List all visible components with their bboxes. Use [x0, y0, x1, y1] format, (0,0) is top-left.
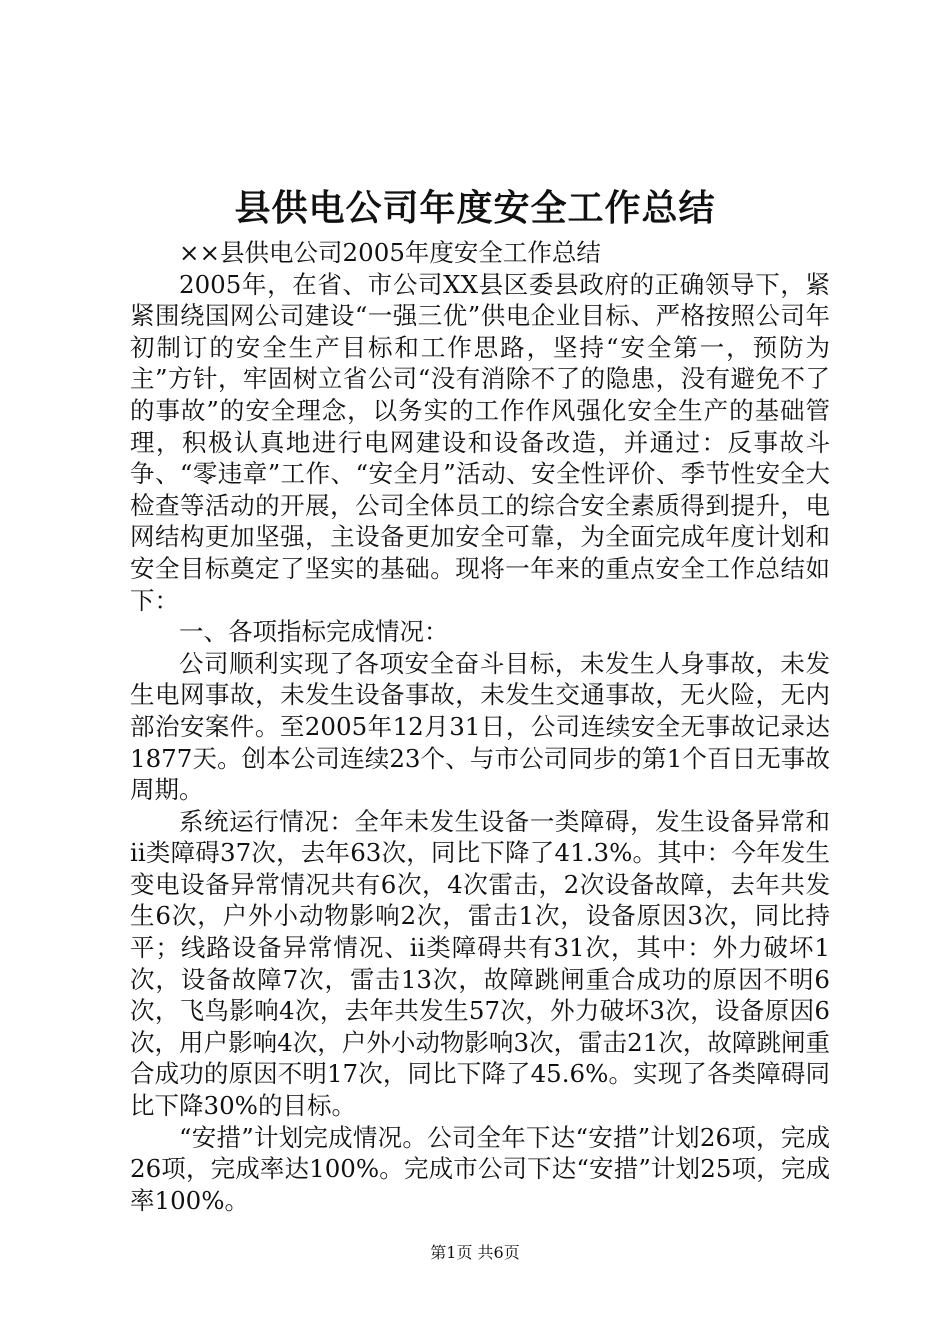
section-heading: 一、各项指标完成情况： — [179, 617, 449, 647]
system-operation-paragraph: 系统运行情况：全年未发生设备一类障碍，发生设备异常和ii类障碍37次，去年63次，同比下降了41.3%。其中：今年发生变电设备异常情况共有6次，4次雷击，2次设备故障，去年共发生6次，户外小动物影响2次，雷击1次，设备原因3次，同比持平；线路设备异常情况、ii类障碍共有31次，其中：外力破坏1次，设备故障7次，雷击13次，故障跳闸重合成功的原因不明6次，飞鸟影响4次，去年共发生57次，外力破坏3次，设备原因6次，用户影响4次，户外小动物影响3次，雷击21次，故障跳闸重合成功的原因不明17次，同比下降了45.6%。实现了各类障碍同比下降30%的目标。 — [130, 806, 830, 1121]
safety-plan-paragraph: “安措”计划完成情况。公司全年下达“安措”计划26项，完成26项，完成率达100%。完成市公司下达“安措”计划25项，完成率100%。 — [130, 1122, 830, 1215]
document-title: 县供电公司年度安全工作总结 — [234, 187, 716, 229]
safety-targets-paragraph: 公司顺利实现了各项安全奋斗目标，未发生人身事故，未发生电网事故，未发生设备事故，未发生交通事故，无火险，无内部治安案件。至2005年12月31日，公司连续安全无事故记录达1877天。创本公司连续23个、与市公司同步的第1个百日无事故周期。 — [130, 648, 830, 805]
page-number: 第1页 共6页 — [430, 1243, 520, 1262]
subtitle-paragraph: ××县供电公司2005年度安全工作总结 — [179, 238, 601, 267]
intro-paragraph: 2005年，在省、市公司XX县区委县政府的正确领导下，紧紧围绕国网公司建设“一强三优”供电企业目标、严格按照公司年初制订的安全生产目标和工作思路，坚持“安全第一，预防为主”方针，牢固树立省公司“没有消除不了的隐患，没有避免不了的事故”的安全理念，以务实的工作作风强化安全生产的基础管理，积极认真地进行电网建设和设备改造，并通过：反事故斗争、“零违章”工作、“安全月”活动、安全性评价、季节性安全大检查等活动的开展，公司全体员工的综合安全素质得到提升，电网结构更加坚强，主设备更加安全可靠，为全面完成年度计划和安全目标奠定了坚实的基础。现将一年来的重点安全工作总结如下： — [130, 269, 830, 615]
document-body — [130, 237, 830, 1216]
